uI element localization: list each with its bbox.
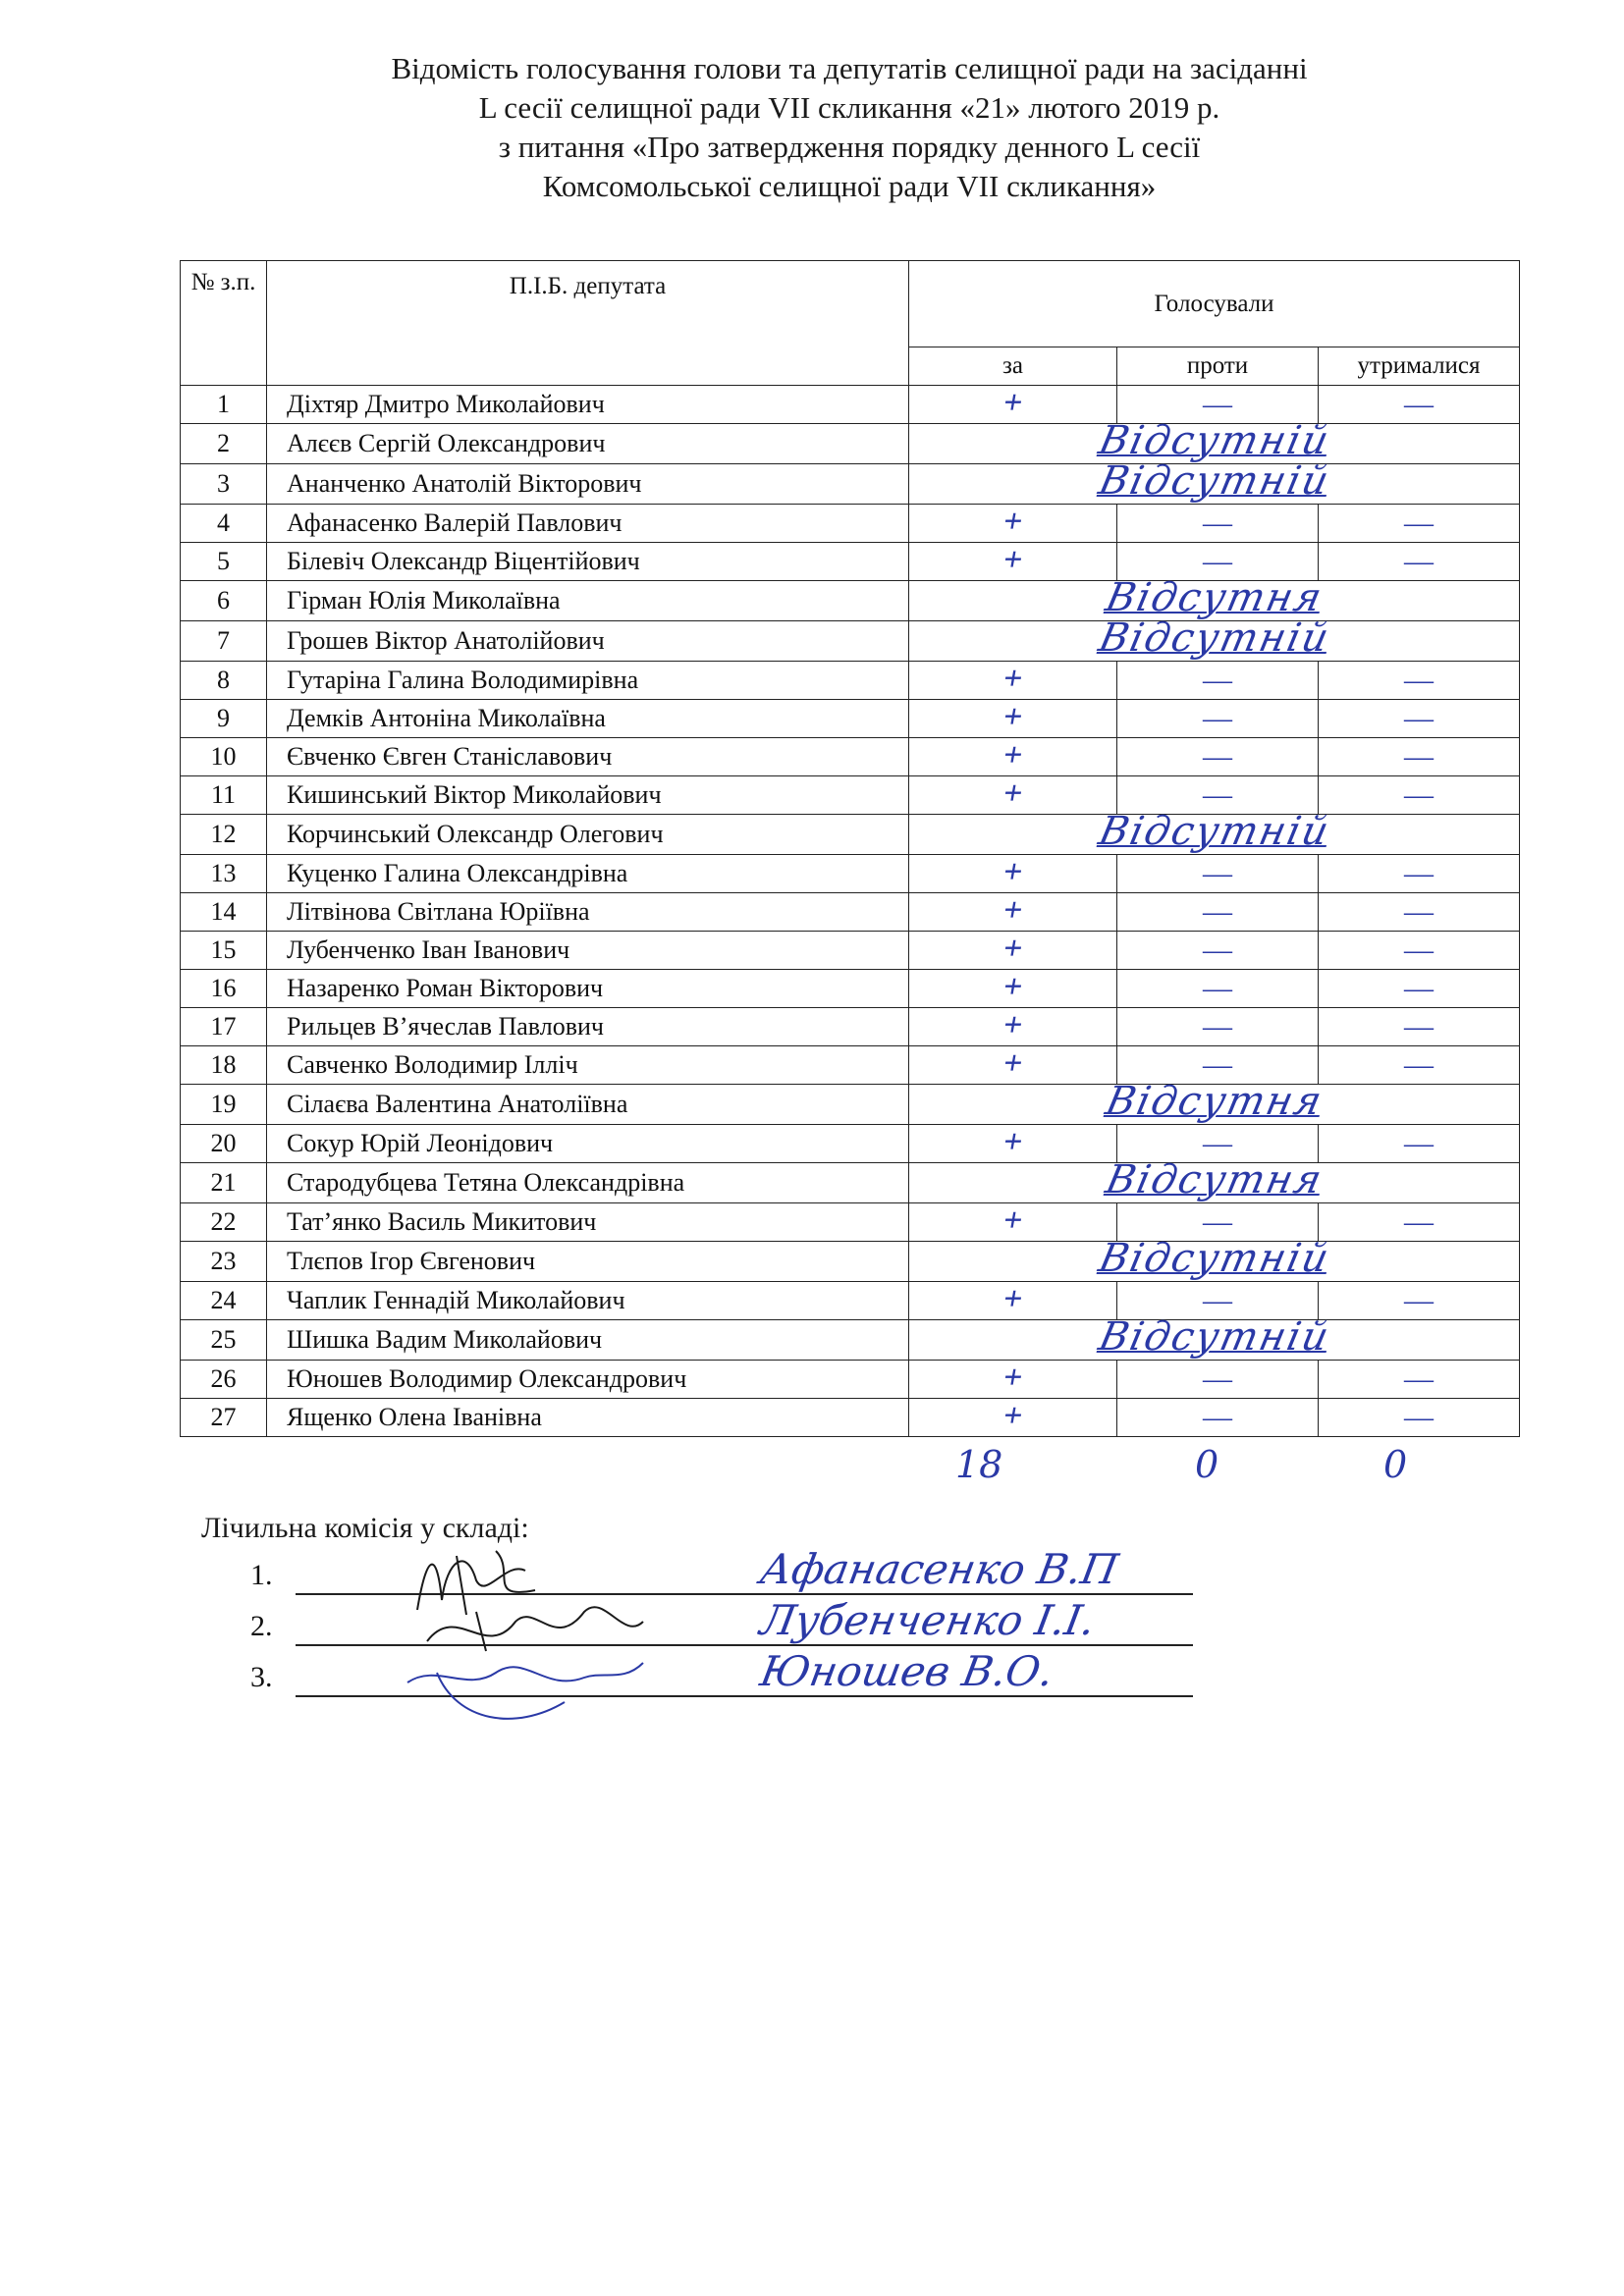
vote-for-mark: + (1000, 775, 1026, 812)
vote-for-mark-cell (909, 1125, 1117, 1163)
table-row (181, 1361, 1520, 1399)
row-number: 6 (181, 581, 267, 621)
header-name: П.І.Б. депутата (267, 261, 909, 386)
deputy-name: Літвінова Світлана Юріївна (267, 893, 909, 932)
row-number: 13 (181, 855, 267, 893)
row-number: 19 (181, 1085, 267, 1125)
table-row (181, 855, 1520, 893)
member-index: 2. (250, 1610, 273, 1642)
vote-for-mark: + (1000, 1202, 1026, 1239)
vote-for-mark: + (1000, 892, 1026, 929)
table-row (181, 1008, 1520, 1046)
member-handwritten-name: Афанасенко В.П (756, 1545, 1122, 1593)
vote-for-mark: + (1000, 699, 1026, 735)
vote-against-mark: — (1203, 1047, 1232, 1081)
vote-for-mark-cell (909, 1203, 1117, 1242)
vote-abstain-mark-cell (1319, 1008, 1520, 1046)
deputy-name: Назаренко Роман Вікторович (267, 970, 909, 1008)
row-number: 18 (181, 1046, 267, 1085)
absent-cell (909, 809, 1520, 855)
absent-cell (909, 1079, 1520, 1125)
vote-against-mark: — (1203, 777, 1232, 811)
vote-abstain-mark: — (1404, 701, 1435, 734)
deputy-name: Демків Антоніна Миколаївна (267, 700, 909, 738)
deputy-name: Сокур Юрій Леонідович (267, 1125, 909, 1163)
vote-abstain-mark-cell (1319, 1399, 1520, 1437)
vote-for-mark: + (1000, 542, 1026, 578)
table-row (181, 1242, 1520, 1282)
vote-abstain-mark-cell (1319, 1361, 1520, 1399)
vote-against-mark: — (1203, 1400, 1232, 1433)
vote-against-mark-cell (1117, 505, 1319, 543)
total-against: 0 (1195, 1443, 1219, 1486)
table-row (181, 1320, 1520, 1361)
vote-abstain-mark: — (1404, 387, 1435, 420)
vote-abstain-mark-cell (1319, 505, 1520, 543)
vote-abstain-mark: — (1404, 1400, 1435, 1433)
vote-abstain-mark: — (1404, 739, 1435, 773)
vote-abstain-mark: — (1404, 933, 1435, 966)
vote-against-mark: — (1203, 701, 1232, 734)
vote-for-mark: + (1000, 969, 1026, 1005)
row-number: 21 (181, 1163, 267, 1203)
total-abstained: 0 (1383, 1443, 1408, 1486)
vote-abstain-mark-cell (1319, 662, 1520, 700)
deputy-name: Ананченко Анатолій Вікторович (267, 464, 909, 505)
deputy-name: Кишинський Віктор Миколайович (267, 776, 909, 815)
deputy-name: Сілаєва Валентина Анатоліївна (267, 1085, 909, 1125)
deputy-name: Тат’янко Василь Микитович (267, 1203, 909, 1242)
absent-cell (909, 1157, 1520, 1203)
title-line-3: з питання «Про затвердження порядку денного L сесії (498, 130, 1201, 164)
table-row (181, 621, 1520, 662)
row-number: 4 (181, 505, 267, 543)
vote-against-mark: — (1203, 1283, 1232, 1316)
vote-against-mark: — (1203, 1204, 1232, 1238)
vote-abstain-mark: — (1404, 663, 1435, 696)
document-title (196, 49, 1502, 206)
vote-for-mark-cell (909, 386, 1117, 424)
vote-abstain-mark-cell (1319, 970, 1520, 1008)
deputy-name: Савченко Володимир Ілліч (267, 1046, 909, 1085)
table-row (181, 815, 1520, 855)
vote-abstain-mark-cell (1319, 1282, 1520, 1320)
vote-abstain-mark: — (1404, 1283, 1435, 1316)
deputy-name: Афанасенко Валерій Павлович (267, 505, 909, 543)
vote-for-mark: + (1000, 1124, 1026, 1160)
deputy-name: Грошев Віктор Анатолійович (267, 621, 909, 662)
member-handwritten-name: Юношев В.О. (756, 1647, 1057, 1695)
commission-member (250, 1596, 1193, 1653)
vote-against-mark: — (1203, 739, 1232, 773)
row-number: 1 (181, 386, 267, 424)
row-number: 9 (181, 700, 267, 738)
table-body (181, 386, 1520, 1437)
row-number: 16 (181, 970, 267, 1008)
vote-for-mark-cell (909, 1361, 1117, 1399)
vote-against-mark-cell (1117, 893, 1319, 932)
vote-abstain-mark: — (1404, 1362, 1435, 1395)
table-row (181, 1399, 1520, 1437)
table-row (181, 970, 1520, 1008)
vote-against-mark-cell (1117, 1361, 1319, 1399)
absent-mark: Відсутній (1094, 1236, 1334, 1281)
vote-for-mark: + (1000, 931, 1026, 967)
vote-for-mark-cell (909, 1046, 1117, 1085)
row-number: 3 (181, 464, 267, 505)
vote-for-mark-cell (909, 662, 1117, 700)
vote-abstain-mark-cell (1319, 738, 1520, 776)
table-row (181, 505, 1520, 543)
vote-against-mark-cell (1117, 700, 1319, 738)
header-abstained: утрималися (1319, 347, 1520, 386)
deputy-name: Лубенченко Іван Іванович (267, 932, 909, 970)
vote-for-mark: + (1000, 1360, 1026, 1396)
deputy-name: Діхтяр Дмитро Миколайович (267, 386, 909, 424)
vote-against-mark: — (1203, 1126, 1232, 1159)
row-number: 8 (181, 662, 267, 700)
title-line-4: Комсомольської селищної ради VII скликання» (542, 169, 1157, 203)
vote-abstain-mark: — (1404, 506, 1435, 539)
vote-abstain-mark: — (1404, 544, 1435, 577)
deputy-name: Куценко Галина Олександрівна (267, 855, 909, 893)
vote-against-mark: — (1203, 933, 1232, 966)
table-row (181, 1085, 1520, 1125)
vote-against-mark-cell (1117, 738, 1319, 776)
title-line-1: Відомість голосування голови та депутатів селищної ради на засіданні (391, 51, 1308, 85)
table-row (181, 700, 1520, 738)
vote-abstain-mark-cell (1319, 1125, 1520, 1163)
vote-for-mark: + (1000, 661, 1026, 697)
vote-for-mark-cell (909, 1399, 1117, 1437)
header-number: № з.п. (181, 261, 267, 386)
vote-abstain-mark-cell (1319, 700, 1520, 738)
vote-for-mark: + (1000, 1045, 1026, 1082)
vote-abstain-mark-cell (1319, 543, 1520, 581)
row-number: 2 (181, 424, 267, 464)
header-against: проти (1117, 347, 1319, 386)
title-line-2: L сесії селищної ради VII скликання «21» лютого 2019 р. (478, 90, 1220, 125)
deputy-name: Юношев Володимир Олександрович (267, 1361, 909, 1399)
vote-for-mark: + (1000, 504, 1026, 540)
member-handwritten-name: Лубенченко І.І. (756, 1596, 1100, 1644)
commission-member (250, 1647, 1193, 1704)
row-number: 14 (181, 893, 267, 932)
deputy-name: Євченко Євген Станіславович (267, 738, 909, 776)
header-for: за (909, 347, 1117, 386)
absent-mark: Відсутній (1094, 1314, 1334, 1360)
vote-for-mark-cell (909, 970, 1117, 1008)
deputy-name: Алєєв Сергій Олександрович (267, 424, 909, 464)
absent-mark: Відсутня (1101, 575, 1327, 620)
vote-for-mark-cell (909, 738, 1117, 776)
vote-against-mark: — (1203, 506, 1232, 539)
vote-against-mark: — (1203, 1362, 1232, 1395)
table-row (181, 662, 1520, 700)
vote-against-mark: — (1203, 1009, 1232, 1042)
vote-abstain-mark-cell (1319, 1046, 1520, 1085)
vote-abstain-mark-cell (1319, 932, 1520, 970)
absent-mark: Відсутній (1094, 418, 1334, 463)
row-number: 11 (181, 776, 267, 815)
vote-abstain-mark: — (1404, 777, 1435, 811)
deputy-name: Білевіч Олександр Віцентійович (267, 543, 909, 581)
absent-mark: Відсутній (1094, 458, 1334, 504)
voting-table (180, 260, 1520, 1437)
vote-against-mark: — (1203, 971, 1232, 1004)
table-row (181, 738, 1520, 776)
vote-for-mark-cell (909, 893, 1117, 932)
row-number: 22 (181, 1203, 267, 1242)
deputy-name: Гутаріна Галина Володимирівна (267, 662, 909, 700)
vote-against-mark: — (1203, 387, 1232, 420)
deputy-name: Рильцев В’ячеслав Павлович (267, 1008, 909, 1046)
vote-abstain-mark: — (1404, 856, 1435, 889)
row-number: 7 (181, 621, 267, 662)
row-number: 27 (181, 1399, 267, 1437)
absent-cell (909, 615, 1520, 662)
vote-totals (180, 1443, 1519, 1492)
vote-abstain-mark: — (1404, 1047, 1435, 1081)
row-number: 23 (181, 1242, 267, 1282)
vote-for-mark-cell (909, 776, 1117, 815)
vote-for-mark-cell (909, 543, 1117, 581)
row-number: 12 (181, 815, 267, 855)
vote-for-mark: + (1000, 1398, 1026, 1434)
vote-against-mark: — (1203, 894, 1232, 928)
vote-abstain-mark: — (1404, 971, 1435, 1004)
table-row (181, 893, 1520, 932)
vote-abstain-mark: — (1404, 1204, 1435, 1238)
vote-for-mark: + (1000, 1281, 1026, 1317)
vote-abstain-mark: — (1404, 894, 1435, 928)
row-number: 10 (181, 738, 267, 776)
vote-for-mark: + (1000, 1007, 1026, 1043)
row-number: 25 (181, 1320, 267, 1361)
row-number: 20 (181, 1125, 267, 1163)
absent-mark: Відсутній (1094, 615, 1334, 661)
member-index: 3. (250, 1661, 273, 1693)
vote-abstain-mark-cell (1319, 893, 1520, 932)
table-row (181, 1163, 1520, 1203)
row-number: 26 (181, 1361, 267, 1399)
vote-abstain-mark-cell (1319, 855, 1520, 893)
deputy-name: Чаплик Геннадій Миколайович (267, 1282, 909, 1320)
vote-against-mark: — (1203, 856, 1232, 889)
vote-abstain-mark-cell (1319, 776, 1520, 815)
absent-mark: Відсутня (1101, 1079, 1327, 1124)
member-index: 1. (250, 1559, 273, 1591)
vote-for-mark-cell (909, 1282, 1117, 1320)
vote-against-mark-cell (1117, 1008, 1319, 1046)
deputy-name: Шишка Вадим Миколайович (267, 1320, 909, 1361)
vote-against-mark-cell (1117, 855, 1319, 893)
vote-abstain-mark: — (1404, 1126, 1435, 1159)
deputy-name: Тлєпов Ігор Євгенович (267, 1242, 909, 1282)
vote-for-mark: + (1000, 737, 1026, 774)
vote-against-mark: — (1203, 544, 1232, 577)
row-number: 24 (181, 1282, 267, 1320)
vote-against-mark-cell (1117, 662, 1319, 700)
deputy-name: Стародубцева Тетяна Олександрівна (267, 1163, 909, 1203)
vote-for-mark-cell (909, 855, 1117, 893)
commission-label: Лічильна комісія у складі: (201, 1512, 529, 1544)
commission-member (250, 1545, 1193, 1602)
table-row (181, 464, 1520, 505)
vote-abstain-mark-cell (1319, 386, 1520, 424)
deputy-name: Корчинський Олександр Олегович (267, 815, 909, 855)
vote-for-mark-cell (909, 932, 1117, 970)
total-for: 18 (955, 1443, 1003, 1486)
vote-against-mark-cell (1117, 1399, 1319, 1437)
vote-abstain-mark: — (1404, 1009, 1435, 1042)
absent-mark: Відсутній (1094, 809, 1334, 854)
deputy-name: Гірман Юлія Миколаївна (267, 581, 909, 621)
header-voted: Голосували (909, 261, 1520, 347)
signature-icon (398, 1643, 653, 1741)
absent-mark: Відсутня (1101, 1157, 1327, 1202)
row-number: 17 (181, 1008, 267, 1046)
row-number: 15 (181, 932, 267, 970)
vote-for-mark-cell (909, 700, 1117, 738)
absent-cell (909, 458, 1520, 505)
table-row (181, 932, 1520, 970)
commission-members (250, 1545, 1193, 1704)
vote-against-mark-cell (1117, 970, 1319, 1008)
vote-for-mark: + (1000, 385, 1026, 421)
row-number: 5 (181, 543, 267, 581)
vote-against-mark-cell (1117, 932, 1319, 970)
vote-for-mark-cell (909, 505, 1117, 543)
absent-cell (909, 1314, 1520, 1361)
deputy-name: Ященко Олена Іванівна (267, 1399, 909, 1437)
vote-abstain-mark-cell (1319, 1203, 1520, 1242)
vote-against-mark: — (1203, 663, 1232, 696)
absent-cell (909, 1236, 1520, 1282)
vote-for-mark: + (1000, 854, 1026, 890)
vote-for-mark-cell (909, 1008, 1117, 1046)
